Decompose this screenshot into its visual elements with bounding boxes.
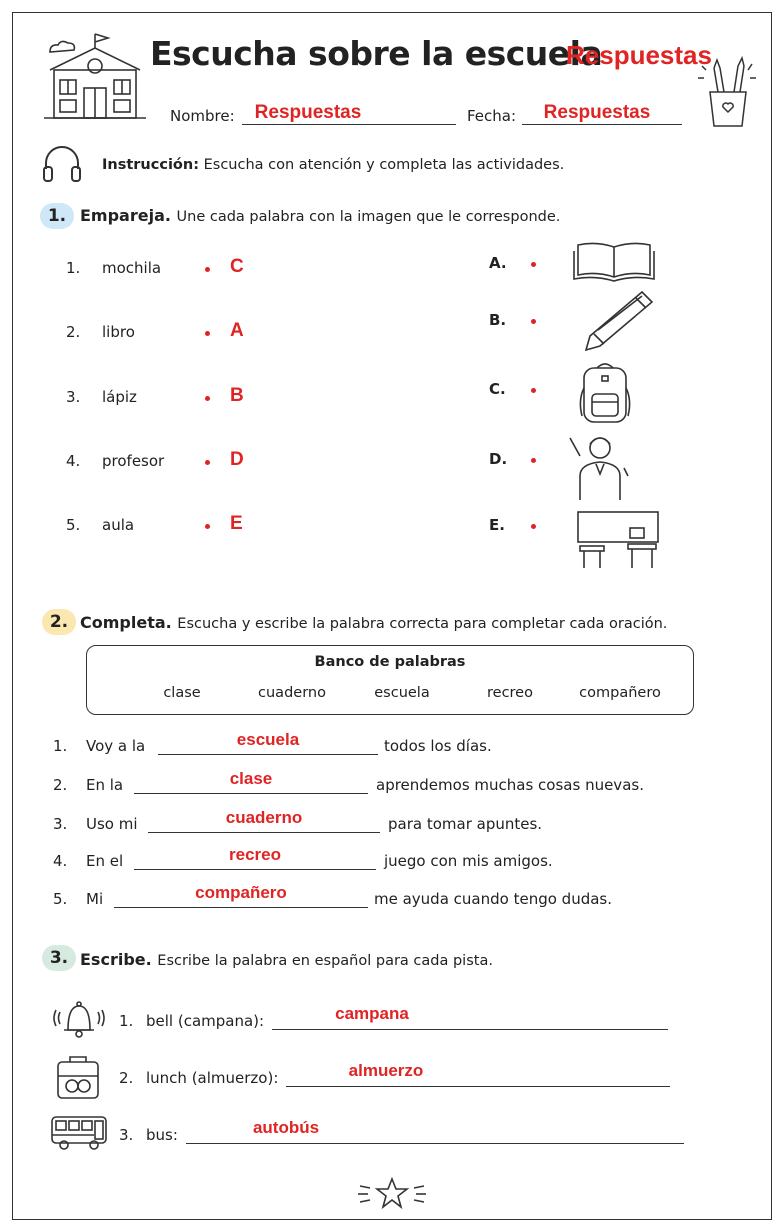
word-bank [86, 645, 694, 715]
page-title: Escucha sobre la escuela [150, 34, 603, 73]
sentence-after: juego con mis amigos. [384, 852, 553, 870]
match-dot[interactable] [205, 524, 210, 529]
word-bank-title: Banco de palabras [314, 654, 466, 670]
section2-description: Escucha y escribe la palabra correcta para completar cada oración. [177, 616, 668, 632]
match-option-dot[interactable] [531, 458, 536, 463]
section3-number: 3. [42, 945, 76, 971]
sentence-answer: clase [229, 769, 273, 788]
clue-number: 2. [119, 1069, 134, 1087]
match-answer: C [230, 256, 244, 277]
match-item-word: lápiz [102, 388, 137, 406]
sentence-answer: compañero [195, 883, 287, 902]
backpack-icon [576, 360, 634, 424]
sentence-answer: escuela [236, 730, 300, 749]
section1-description: Une cada palabra con la imagen que le corresponde. [176, 209, 561, 225]
match-option-letter: A. [489, 254, 507, 272]
sentence-before: Voy a la [86, 737, 146, 755]
sentence-answer: recreo [229, 845, 281, 864]
section2-number: 2. [42, 609, 76, 635]
match-dot[interactable] [205, 267, 210, 272]
sentence-after: para tomar apuntes. [388, 815, 543, 833]
sentence-before: En la [86, 776, 124, 794]
sentence-number: 3. [53, 815, 68, 833]
match-option-dot[interactable] [531, 524, 536, 529]
sentence-before: Uso mi [86, 815, 138, 833]
section3-heading [80, 950, 493, 969]
section3-title: Escribe. [80, 950, 152, 969]
match-option-dot[interactable] [531, 388, 536, 393]
clue-number: 3. [119, 1126, 134, 1144]
instruction [102, 157, 564, 173]
section1-number: 1. [40, 203, 74, 229]
clue-answer: almuerzo [348, 1061, 424, 1080]
match-option-letter: B. [489, 311, 507, 329]
date-label: Fecha: [467, 107, 517, 125]
clue-answer: autobús [252, 1118, 320, 1137]
match-option-letter: E. [489, 516, 505, 534]
match-item-word: profesor [102, 452, 165, 470]
pencil-cup-icon [696, 50, 760, 130]
section3-description: Escribe la palabra en español para cada pista. [157, 953, 493, 969]
headphones-icon [40, 143, 84, 185]
word-bank-item: compañero [579, 685, 661, 701]
bell-icon [52, 998, 106, 1040]
bus-icon [50, 1115, 108, 1151]
match-answer: B [230, 385, 244, 406]
name-label: Nombre: [170, 107, 235, 125]
lunchbox-icon [56, 1054, 100, 1100]
clue-answer: campana [335, 1004, 409, 1023]
sentence-after: aprendemos muchas cosas nuevas. [376, 776, 644, 794]
sentence-number: 5. [53, 890, 68, 908]
classroom-icon [576, 510, 660, 572]
match-item-word: mochila [102, 259, 162, 277]
match-item-word: libro [102, 323, 135, 341]
book-icon [572, 239, 656, 283]
match-item-word: aula [102, 516, 135, 534]
date-value: Respuestas [543, 102, 651, 123]
word-bank-item: escuela [374, 685, 430, 701]
name-value: Respuestas [254, 102, 362, 123]
title-suffix: Respuestas [566, 40, 712, 70]
teacher-icon [568, 430, 632, 502]
sentence-after: todos los días. [384, 737, 492, 755]
sentence-number: 2. [53, 776, 68, 794]
match-answer: D [230, 449, 244, 470]
clue-text: lunch (almuerzo): [146, 1069, 279, 1087]
match-dot[interactable] [205, 331, 210, 336]
match-item-number: 4. [66, 452, 81, 470]
star-icon [356, 1176, 428, 1210]
match-item-number: 3. [66, 388, 81, 406]
section2-title: Completa. [80, 613, 172, 632]
match-option-letter: C. [489, 380, 506, 398]
match-option-dot[interactable] [531, 319, 536, 324]
match-answer: A [230, 320, 244, 341]
sentence-number: 1. [53, 737, 68, 755]
sentence-before: En el [86, 852, 124, 870]
section2-heading [80, 613, 667, 632]
word-bank-item: cuaderno [258, 685, 326, 701]
sentence-number: 4. [53, 852, 68, 870]
sentence-after: me ayuda cuando tengo dudas. [374, 890, 612, 908]
instruction-label: Instrucción: [102, 157, 199, 173]
match-item-number: 1. [66, 259, 81, 277]
clue-text: bell (campana): [146, 1012, 265, 1030]
word-bank-item: clase [163, 685, 201, 701]
match-dot[interactable] [205, 396, 210, 401]
instruction-text: Escucha con atención y completa las actividades. [203, 157, 565, 173]
match-dot[interactable] [205, 460, 210, 465]
sentence-answer: cuaderno [225, 808, 303, 827]
pencil-icon [580, 288, 656, 352]
match-option-letter: D. [489, 450, 508, 468]
match-answer: E [230, 513, 243, 534]
sentence-before: Mi [86, 890, 104, 908]
clue-text: bus: [146, 1126, 178, 1144]
clue-number: 1. [119, 1012, 134, 1030]
section1-title: Empareja. [80, 206, 171, 225]
section1-heading [80, 206, 560, 225]
match-item-number: 5. [66, 516, 81, 534]
match-item-number: 2. [66, 323, 81, 341]
match-option-dot[interactable] [531, 262, 536, 267]
school-icon [42, 30, 148, 124]
word-bank-item: recreo [487, 685, 533, 701]
